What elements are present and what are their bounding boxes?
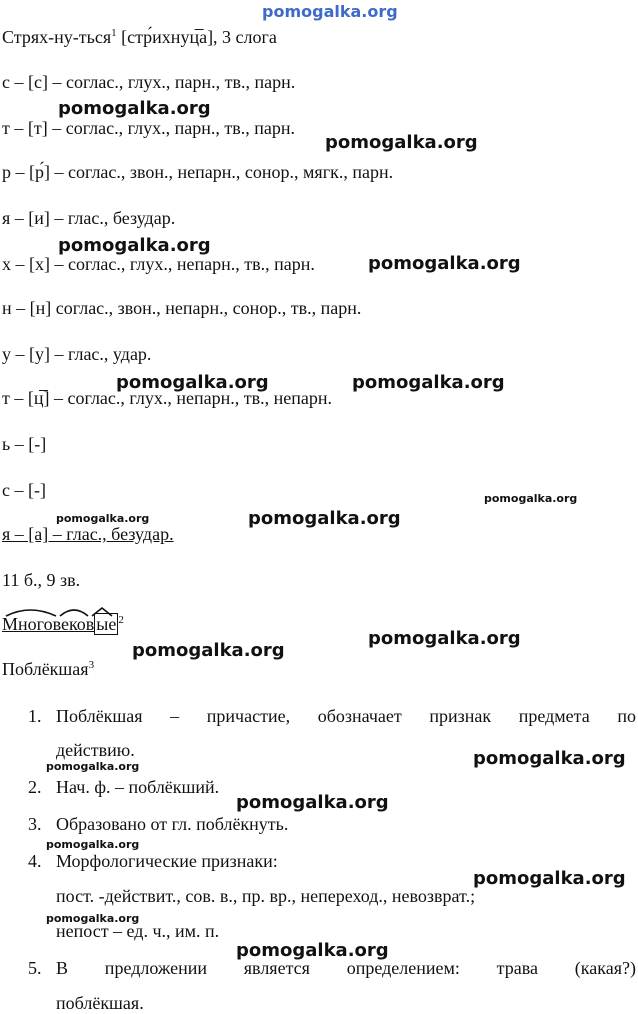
footnote-marker: 1 (111, 27, 117, 39)
watermark: pomogalka.org (325, 132, 478, 153)
list-item-text: Нач. ф. – поблёкший. (56, 777, 220, 797)
list-item-text: Поблёкшая – причастие, обозначает признак предмета по (56, 706, 636, 726)
word2-line (2, 613, 124, 635)
watermark: pomogalka.org (473, 748, 626, 769)
watermark: pomogalka.org (46, 838, 140, 851)
watermark: pomogalka.org (473, 868, 626, 889)
analysis-line-last: я – [а] – глас., безудар. (2, 524, 174, 544)
list-number: 1. (28, 706, 42, 726)
list-item-text: непост – ед. ч., им. п. (56, 921, 220, 941)
watermark: pomogalka.org (46, 912, 140, 925)
watermark: pomogalka.org (56, 512, 150, 525)
list-number: 5. (28, 958, 42, 978)
analysis-line: ь – [-] (2, 434, 47, 454)
watermark: pomogalka.org (58, 98, 211, 119)
watermark: pomogalka.org (236, 940, 389, 961)
watermark: pomogalka.org (368, 628, 521, 649)
watermark: pomogalka.org (236, 792, 389, 813)
analysis-line: т – [т] – соглас., глух., парн., тв., парн. (2, 118, 295, 138)
watermark: pomogalka.org (352, 372, 505, 393)
word3-text: Поблёкшая (2, 659, 89, 679)
analysis-line: х – [х] – соглас., глух., непарн., тв., парн. (2, 254, 315, 274)
analysis-line: с – [-] (2, 480, 46, 500)
watermark: pomogalka.org (248, 508, 401, 529)
analysis-line: р – [р́] – соглас., звон., непарн., сонор., мягк., парн. (2, 162, 394, 182)
analysis-line: я – [и] – глас., безудар. (2, 208, 176, 228)
analysis-line: с – [с] – соглас., глух., парн., тв., парн. (2, 72, 296, 92)
list-item-text: пост. -действит., сов. в., пр. вр., непереход., невозврат.; (56, 886, 476, 906)
analysis-line: у – [у] – глас., удар. (2, 344, 152, 364)
word2-root: Многовеков (2, 614, 95, 634)
watermark-top: pomogalka.org (262, 2, 398, 21)
footnote-marker: 2 (118, 614, 124, 626)
watermark: pomogalka.org (132, 640, 285, 661)
watermark: pomogalka.org (116, 372, 269, 393)
watermark: pomogalka.org (368, 253, 521, 274)
list-item-text: действию. (56, 740, 135, 760)
list-number: 2. (28, 777, 42, 797)
word2-ending: ые (96, 614, 117, 634)
footnote-marker: 3 (88, 659, 95, 671)
list-item-text: В предложении является определением: трава (какая?) (56, 958, 636, 978)
list-item-text: Образовано от гл. поблёкнуть. (56, 814, 289, 834)
watermark: pomogalka.org (484, 492, 578, 505)
heading-word: Стрях-ну-ться (2, 27, 112, 47)
watermark: pomogalka.org (58, 235, 211, 256)
list-number: 3. (28, 814, 42, 834)
list-item-text: Морфологические признаки: (56, 851, 278, 871)
list-number: 4. (28, 851, 42, 871)
analysis-line: н – [н] соглас., звон., непарн., сонор., тв., парн. (2, 298, 362, 318)
analysis-line: т – [ц̅] – соглас., глух., непарн., тв., непарн. (2, 388, 332, 408)
watermark: pomogalka.org (46, 760, 140, 773)
summary: 11 б., 9 зв. (2, 570, 81, 590)
word3-line (2, 658, 94, 680)
list-item-text: поблёкшая. (56, 993, 144, 1013)
heading-transcription: [стр́ихнуц̅а], 3 слога (116, 27, 277, 47)
heading-line (2, 26, 277, 48)
